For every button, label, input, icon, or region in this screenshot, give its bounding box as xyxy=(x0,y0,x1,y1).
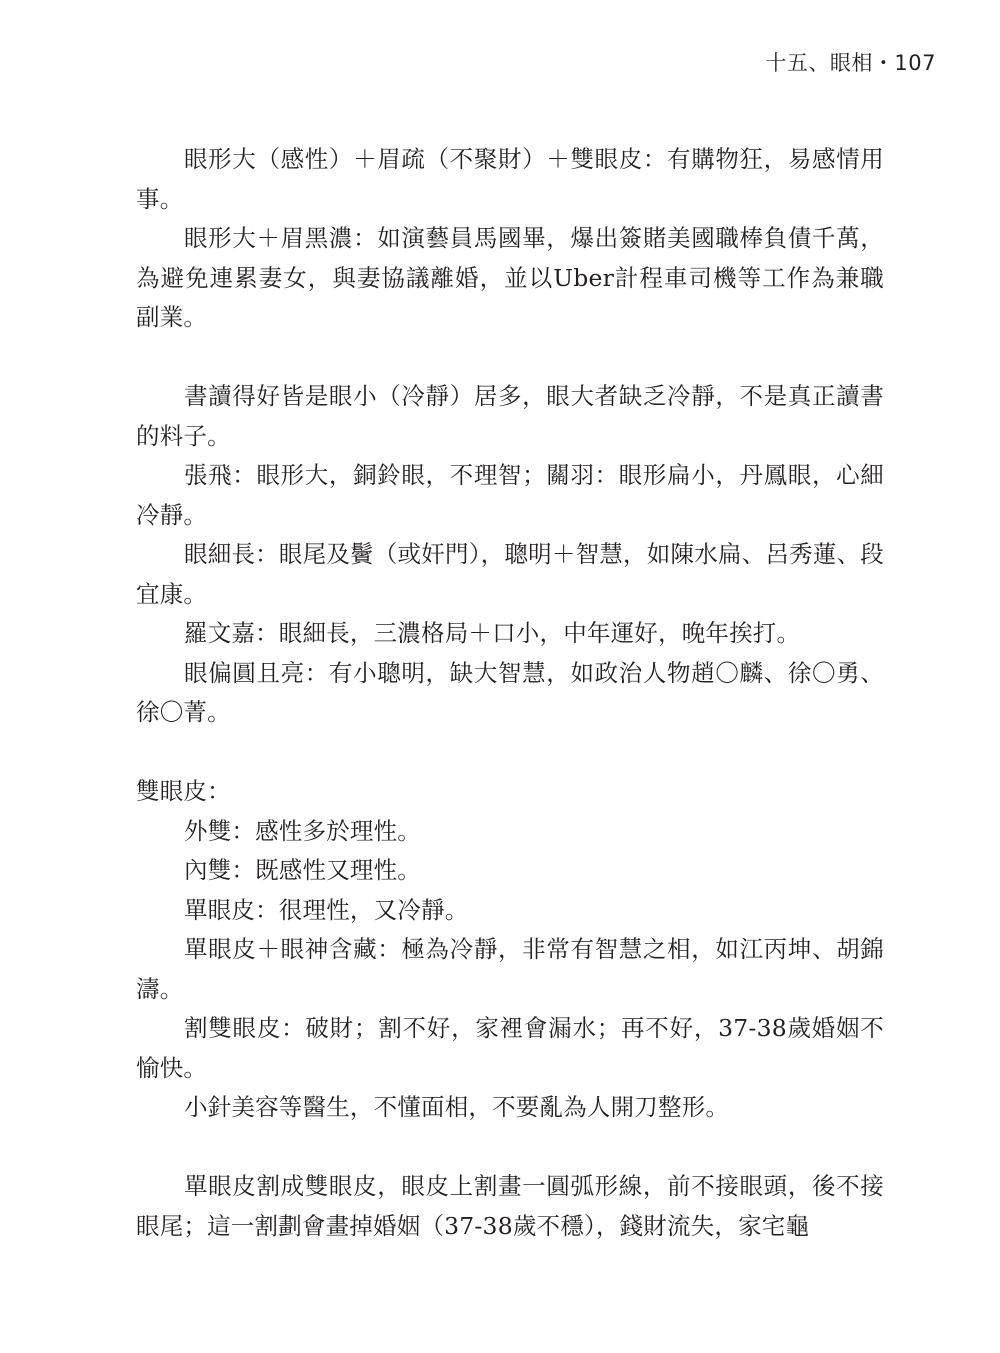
paragraph: 眼形大（感性）＋眉疏（不聚財）＋雙眼皮：有購物狂，易感情用事。 xyxy=(136,145,884,213)
paragraph: 內雙：既感性又理性。 xyxy=(184,856,421,884)
paragraph: 眼細長：眼尾及鬢（或奸門），聰明＋智慧，如陳水扁、呂秀蓮、段宜康。 xyxy=(136,540,884,608)
paragraph: 割雙眼皮：破財；割不好，家裡會漏水；再不好，37-38歲婚姻不愉快。 xyxy=(136,1014,884,1082)
section-heading: 雙眼皮： xyxy=(136,777,231,805)
paragraph: 眼形大＋眉黑濃：如演藝員馬國畢，爆出簽賭美國職棒負債千萬，為避免連累妻女，與妻協議離婚，並以Uber計程車司機等工作為兼職副業。 xyxy=(136,224,884,331)
paragraph: 眼偏圓且亮：有小聰明，缺大智慧，如政治人物趙〇麟、徐〇勇、徐〇菁。 xyxy=(136,658,884,726)
paragraph: 羅文嘉：眼細長，三濃格局＋口小，中年運好，晚年挨打。 xyxy=(184,619,801,647)
paragraph: 張飛：眼形大，銅鈴眼，不理智；關羽：眼形扁小，丹鳳眼，心細冷靜。 xyxy=(136,461,884,529)
running-head: 十五、眼相・107 xyxy=(765,51,936,75)
paragraph: 單眼皮：很理性，又冷靜。 xyxy=(184,895,469,924)
page-body xyxy=(136,140,884,1246)
paragraph: 小針美容等醫生，不懂面相，不要亂為人開刀整形。 xyxy=(184,1093,730,1121)
paragraph: 單眼皮割成雙眼皮，眼皮上割畫一圓弧形線，前不接眼頭，後不接眼尾；這一割劃會畫掉婚姻（37-38歲不穩），錢財流失，家宅龜 xyxy=(136,1172,884,1240)
paragraph: 書讀得好皆是眼小（冷靜）居多，眼大者缺乏冷靜，不是真正讀書的料子。 xyxy=(136,382,884,450)
paragraph: 外雙：感性多於理性。 xyxy=(184,816,421,845)
paragraph: 單眼皮＋眼神含藏：極為冷靜，非常有智慧之相，如江丙坤、胡錦濤。 xyxy=(136,935,884,1003)
